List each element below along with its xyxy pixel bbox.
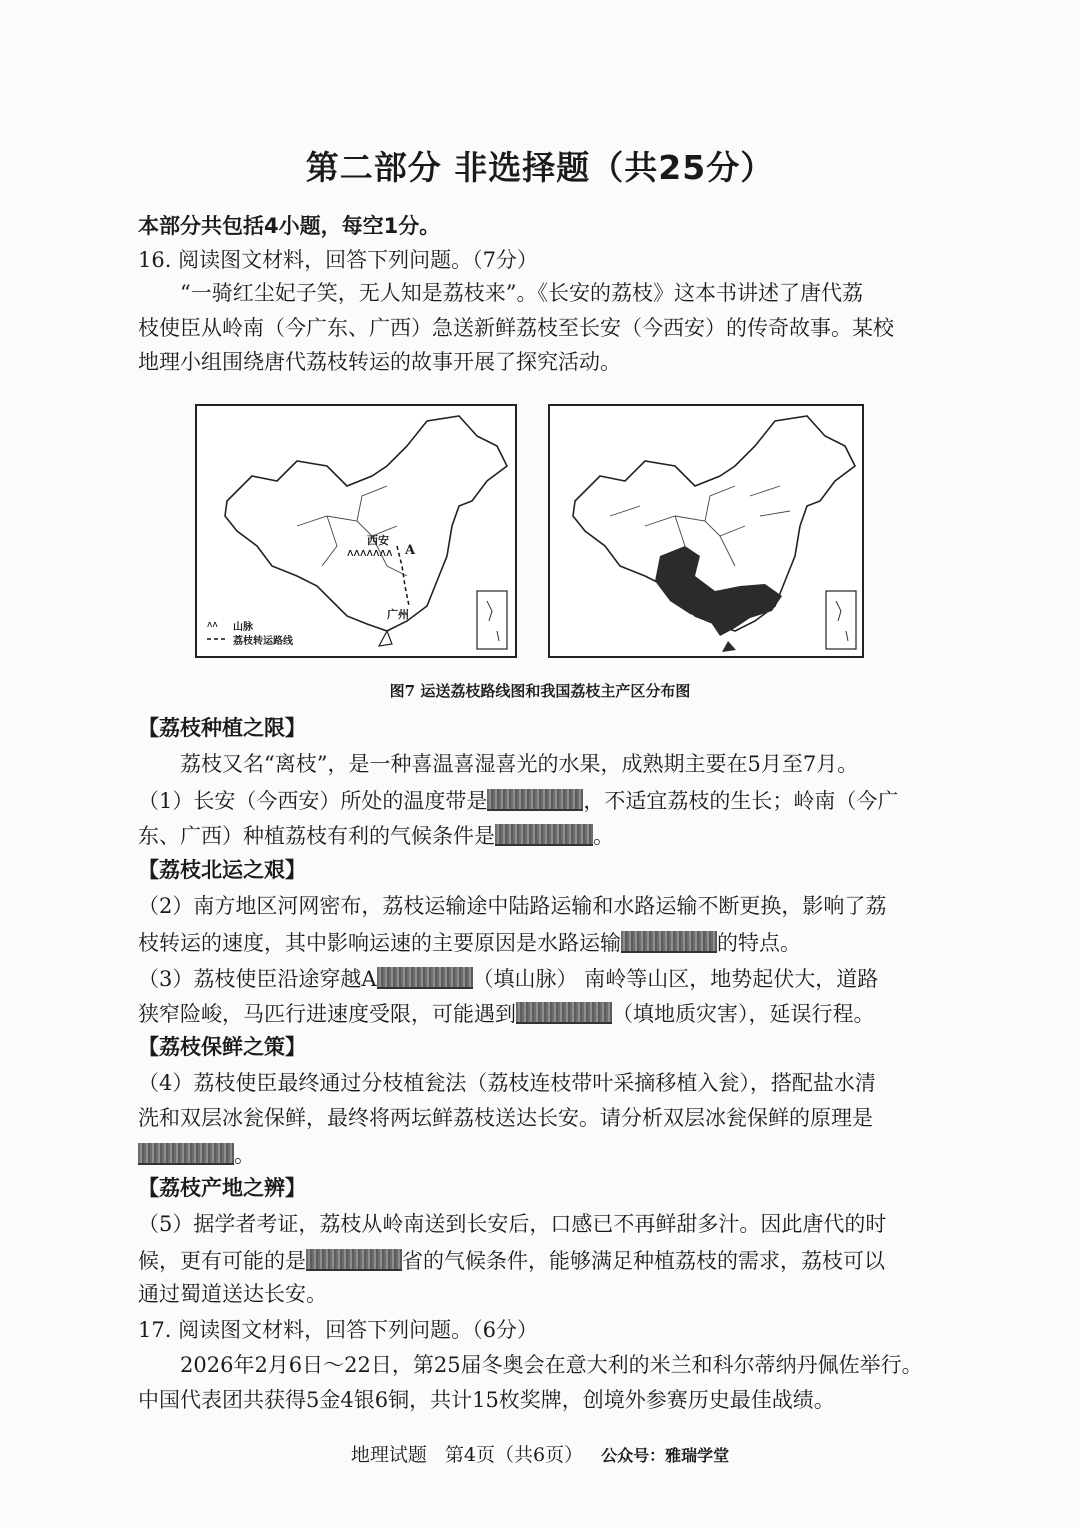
question-3-text-d: （填地质灾害），延误行程。 <box>612 1002 875 1026</box>
china-production-map <box>550 406 862 656</box>
question-5-line-2 <box>138 1249 885 1272</box>
question-1-text-d: 。 <box>593 824 614 848</box>
question-17-stem: 17. 阅读图文材料，回答下列问题。（6分） <box>138 1318 538 1342</box>
question-4-line-1: （4）荔枝使臣最终通过分枝植瓮法（荔枝连枝带叶采摘移植入瓮），搭配盐水清 <box>138 1071 876 1095</box>
legend-mountain-symbol: ᴧᴧ <box>207 620 218 630</box>
legend-mountain-label: 山脉 <box>233 622 253 633</box>
page-title: 第二部分 非选择题（共25分） <box>305 148 775 187</box>
label-xian: 西安 <box>367 534 389 547</box>
answer-blank-2[interactable] <box>495 824 593 846</box>
figure-caption: 图7 运送荔枝路线图和我国荔枝主产区分布图 <box>389 682 691 700</box>
section-title-3: 【荔枝保鲜之策】 <box>138 1035 306 1059</box>
question-3-line-1 <box>138 967 878 990</box>
section-title-4: 【荔枝产地之辨】 <box>138 1176 306 1200</box>
answer-blank-6[interactable] <box>138 1143 234 1165</box>
answer-blank-5[interactable] <box>516 1002 612 1024</box>
route-map <box>195 404 517 658</box>
answer-blank-3[interactable] <box>621 931 717 953</box>
answer-blank-4[interactable] <box>377 967 473 989</box>
question-2-line-1: （2）南方地区河网密布，荔枝运输途中陆路运输和水路运输不断更换，影响了荔 <box>138 894 887 918</box>
question-5-line-1: （5）据学者考证，荔枝从岭南送到长安后，口感已不再鲜甜多汁。因此唐代的时 <box>138 1212 887 1236</box>
question-1-line-2 <box>138 824 614 847</box>
production-map <box>548 404 864 658</box>
page-footer <box>0 1440 1080 1467</box>
q17-passage-line-2: 中国代表团共获得5金4银6铜，共计15枚奖牌，创境外参赛历史最佳战绩。 <box>138 1388 835 1412</box>
question-5-text-b: 候，更有可能的是 <box>138 1249 306 1273</box>
question-4-text-c: 。 <box>234 1143 255 1167</box>
question-1-text-a: （1）长安（今西安）所处的温度带是 <box>138 789 488 813</box>
label-a: A <box>405 543 416 558</box>
section-title-2: 【荔枝北运之艰】 <box>138 858 306 882</box>
footer-account: 公众号：雅瑞学堂 <box>601 1446 730 1465</box>
question-5-line-3: 通过蜀道送达长安。 <box>138 1282 327 1306</box>
section-1-text: 荔枝又名“离枝”，是一种喜温喜湿喜光的水果，成熟期主要在5月至7月。 <box>180 752 859 776</box>
question-2-line-2 <box>138 931 801 954</box>
label-guangzhou: 广州 <box>387 608 409 621</box>
section-title-1: 【荔枝种植之限】 <box>138 716 306 740</box>
mountain-chain: ᴧᴧᴧᴧᴧᴧᴧ <box>347 546 393 559</box>
question-3-text-c: 狭窄险峻，马匹行进速度受限，可能遇到 <box>138 1002 516 1026</box>
question-2-text-c: 的特点。 <box>717 931 801 955</box>
question-3-text-a: （3）荔枝使臣沿途穿越A <box>138 967 377 991</box>
legend-route-label: 荔枝转运路线 <box>233 636 293 647</box>
production-area <box>655 546 782 636</box>
passage-line-3: 地理小组围绕唐代荔枝转运的故事开展了探究活动。 <box>138 350 621 374</box>
footer-subject: 地理试题 <box>350 1444 427 1466</box>
question-2-text-b: 枝转运的速度，其中影响运速的主要原因是水路运输 <box>138 931 621 955</box>
passage-line-1: “一骑红尘妃子笑，无人知是荔枝来”。《长安的荔枝》这本书讲述了唐代荔 <box>180 281 863 305</box>
footer-page-number: 第4页（共6页） <box>444 1444 584 1466</box>
question-1-text-c: 东、广西）种植荔枝有利的气候条件是 <box>138 824 495 848</box>
q17-passage-line-1: 2026年2月6日～22日，第25届冬奥会在意大利的米兰和科尔蒂纳丹佩佐举行。 <box>180 1353 923 1377</box>
passage-line-2: 枝使臣从岭南（今广东、广西）急送新鲜荔枝至长安（今西安）的传奇故事。某校 <box>138 316 894 340</box>
answer-blank-7[interactable] <box>306 1249 402 1271</box>
question-16-stem: 16. 阅读图文材料，回答下列问题。（7分） <box>138 248 538 272</box>
question-5-text-c: 省的气候条件，能够满足种植荔枝的需求，荔枝可以 <box>402 1249 885 1273</box>
question-4-line-2: 洗和双层冰瓮保鲜，最终将两坛鲜荔枝送达长安。请分析双层冰瓮保鲜的原理是 <box>138 1106 873 1130</box>
question-3-text-b: （填山脉） 南岭等山区，地势起伏大，道路 <box>472 967 879 991</box>
section-intro: 本部分共包括4小题，每空1分。 <box>138 214 441 238</box>
question-4-line-3 <box>138 1143 255 1166</box>
question-3-line-2 <box>138 1002 875 1025</box>
question-1-text-b: ，不适宜荔枝的生长；岭南（今广 <box>583 789 899 813</box>
answer-blank-1[interactable] <box>487 789 583 811</box>
question-1-line-1 <box>138 789 898 812</box>
